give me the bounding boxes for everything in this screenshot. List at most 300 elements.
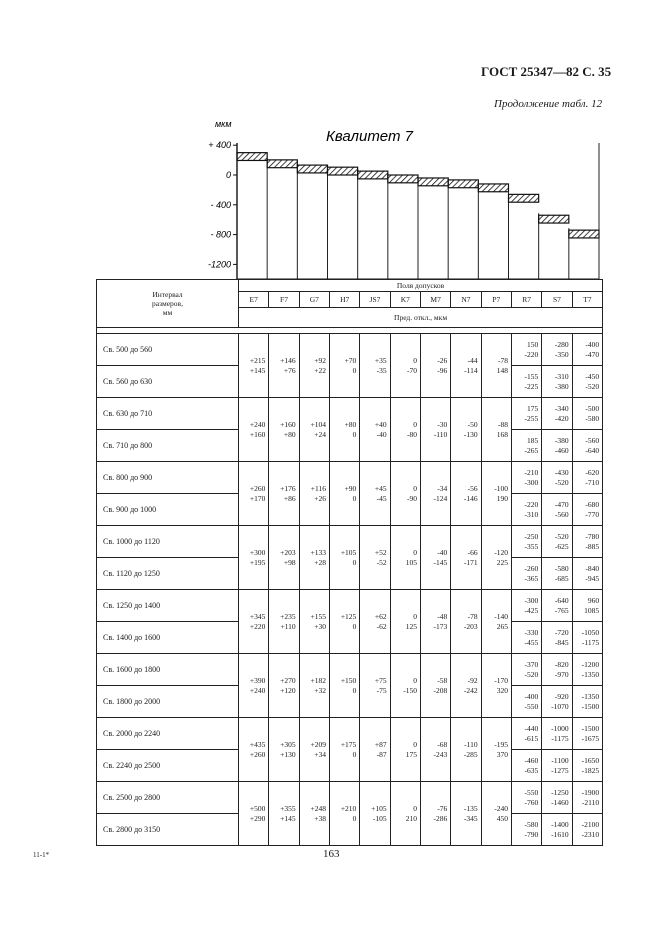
deviation-value: -440 <box>524 724 539 734</box>
deviation-value: -680 <box>585 500 600 510</box>
deviation-value: -1000 <box>551 724 569 734</box>
deviation-value: -35 <box>376 365 387 375</box>
deviation-value: 1085 <box>584 605 600 615</box>
deviation-cell <box>542 526 572 558</box>
common-deviation-cell <box>299 654 329 718</box>
deviation-value: -87 <box>376 749 387 759</box>
deviation-value: -1350 <box>581 669 600 679</box>
common-deviation-cell <box>269 398 299 462</box>
deviation-cell <box>542 590 572 622</box>
deviation-value: -615 <box>524 733 539 743</box>
deviation-value: +155 <box>310 612 326 622</box>
size-interval-label: Св. 900 до 1000 <box>97 494 239 526</box>
common-deviation-cell <box>481 718 511 782</box>
deviation-value: -520 <box>554 477 569 487</box>
deviation-cell <box>542 430 572 462</box>
size-interval-label: Св. 2240 до 2500 <box>97 750 239 782</box>
deviation-cell <box>572 750 603 782</box>
deviation-value: -520 <box>585 381 600 391</box>
deviation-cell <box>511 686 541 718</box>
deviation-value: -1900 <box>581 788 600 798</box>
deviation-value: +209 <box>310 740 326 750</box>
deviation-value: -265 <box>524 445 539 455</box>
deviation-value: +215 <box>249 356 266 366</box>
deviation-value: -2110 <box>581 797 600 807</box>
deviation-value: -640 <box>554 596 569 606</box>
deviation-value: -1050 <box>581 628 600 638</box>
deviation-cell <box>511 590 541 622</box>
deviation-value: -455 <box>524 637 539 647</box>
deviation-value: +220 <box>249 621 266 631</box>
deviation-value: 150 <box>527 340 539 350</box>
common-deviation-cell <box>481 526 511 590</box>
common-deviation-cell <box>360 398 390 462</box>
deviation-value: 450 <box>496 813 508 823</box>
common-deviation-cell <box>481 398 511 462</box>
size-interval-label: Св. 1800 до 2000 <box>97 686 239 718</box>
deviation-value: +116 <box>310 484 326 494</box>
deviation-value: +248 <box>310 804 326 814</box>
deviation-value: -550 <box>524 788 539 798</box>
footer-mark: 11-1* <box>33 851 50 859</box>
deviation-value: +176 <box>280 484 296 494</box>
deviation-value: -171 <box>463 557 478 567</box>
tolerance-bar-g7 <box>297 165 327 173</box>
deviation-value: -70 <box>406 365 417 375</box>
common-deviation-cell <box>329 462 359 526</box>
deviation-value: +160 <box>249 429 266 439</box>
tolerance-bar-t7 <box>569 230 599 238</box>
common-deviation-cell <box>420 590 450 654</box>
common-deviation-cell <box>329 398 359 462</box>
deviation-cell <box>572 398 603 430</box>
deviation-value: -2310 <box>581 829 600 839</box>
deviation-value: -120 <box>494 548 508 558</box>
common-deviation-cell <box>239 718 269 782</box>
size-interval-label: Св. 500 до 560 <box>97 334 239 366</box>
deviation-value: -300 <box>524 596 539 606</box>
deviation-value: -580 <box>524 820 539 830</box>
deviation-value: +120 <box>280 685 296 695</box>
deviation-value: +195 <box>249 557 266 567</box>
common-deviation-cell <box>239 782 269 846</box>
common-deviation-cell <box>269 334 299 398</box>
deviation-value: +105 <box>340 548 357 558</box>
deviation-value: -640 <box>585 445 600 455</box>
common-deviation-cell <box>329 526 359 590</box>
deviation-value: -286 <box>433 813 448 823</box>
deviation-value: -260 <box>524 564 539 574</box>
common-deviation-cell <box>329 590 359 654</box>
deviation-value: -460 <box>524 756 539 766</box>
deviation-value: -580 <box>554 564 569 574</box>
common-deviation-cell <box>390 654 420 718</box>
deviation-cell <box>572 430 603 462</box>
common-deviation-cell <box>269 654 299 718</box>
deviation-value: +104 <box>310 420 326 430</box>
deviation-value: -110 <box>433 429 448 439</box>
common-deviation-cell <box>239 462 269 526</box>
deviation-value: +70 <box>344 356 357 366</box>
common-deviation-cell <box>481 782 511 846</box>
deviation-cell <box>542 494 572 526</box>
field-name-s7: S7 <box>542 292 572 308</box>
deviation-value: -885 <box>585 541 600 551</box>
deviation-value: -52 <box>376 557 387 567</box>
deviation-value: -380 <box>554 381 569 391</box>
deviation-value: -78 <box>467 612 478 622</box>
common-deviation-cell <box>451 654 481 718</box>
deviation-value: +26 <box>314 493 326 503</box>
tolerance-bar-m7 <box>418 178 448 186</box>
tolerance-bar-k7 <box>388 175 418 183</box>
deviation-value: -520 <box>554 532 569 542</box>
deviation-value: -765 <box>554 605 569 615</box>
deviation-value: 0 <box>352 365 357 375</box>
deviation-value: +45 <box>374 484 387 494</box>
deviation-value: +146 <box>280 356 296 366</box>
deviation-value: -68 <box>437 740 448 750</box>
tolerance-bar-s7 <box>539 215 569 223</box>
deviation-cell <box>511 558 541 590</box>
deviation-cell <box>542 622 572 654</box>
common-deviation-cell <box>420 398 450 462</box>
deviation-cell <box>542 398 572 430</box>
deviation-value: 190 <box>496 493 508 503</box>
deviation-value: 960 <box>587 596 600 606</box>
deviation-value: -2100 <box>581 820 600 830</box>
deviation-value: +90 <box>344 484 357 494</box>
tolerance-bar-e7 <box>237 153 267 161</box>
tolerance-table <box>96 279 603 846</box>
size-interval-label: Св. 1400 до 1600 <box>97 622 239 654</box>
field-name-m7: M7 <box>420 292 450 308</box>
deviation-value: -140 <box>494 612 508 622</box>
deviation-value: -48 <box>437 612 448 622</box>
common-deviation-cell <box>451 782 481 846</box>
common-deviation-cell <box>360 526 390 590</box>
deviation-value: -90 <box>406 493 417 503</box>
deviation-value: +125 <box>340 612 357 622</box>
deviation-value: 105 <box>405 557 417 567</box>
common-deviation-cell <box>360 462 390 526</box>
tolerance-bar-n7 <box>448 180 478 188</box>
deviation-cell <box>572 718 603 750</box>
deviation-value: +290 <box>249 813 266 823</box>
common-deviation-cell <box>451 590 481 654</box>
deviation-value: -76 <box>437 804 448 814</box>
common-deviation-cell <box>239 654 269 718</box>
common-deviation-cell <box>269 462 299 526</box>
interval-header-line: размеров, <box>152 299 183 308</box>
deviation-cell <box>542 654 572 686</box>
deviation-value: -520 <box>524 669 539 679</box>
deviation-value: +355 <box>280 804 296 814</box>
size-interval-label: Св. 1000 до 1120 <box>97 526 239 558</box>
deviation-value: -1500 <box>581 724 600 734</box>
interval-header-line: мм <box>162 308 173 317</box>
size-interval-label: Св. 560 до 630 <box>97 366 239 398</box>
deviation-value: -1460 <box>551 797 569 807</box>
deviation-value: +87 <box>374 740 387 750</box>
field-name-e7: E7 <box>239 292 269 308</box>
deviation-cell <box>542 718 572 750</box>
deviation-value: 225 <box>496 557 508 567</box>
deviation-value: +80 <box>283 429 296 439</box>
common-deviation-cell <box>269 718 299 782</box>
common-deviation-cell <box>329 334 359 398</box>
deviation-value: +145 <box>280 813 296 823</box>
deviation-value: 0 <box>413 484 417 494</box>
deviation-value: 210 <box>405 813 417 823</box>
size-interval-label: Св. 2500 до 2800 <box>97 782 239 814</box>
deviation-value: -170 <box>494 676 508 686</box>
deviation-value: -355 <box>524 541 539 551</box>
deviation-value: +500 <box>249 804 266 814</box>
deviation-value: +28 <box>314 557 326 567</box>
common-deviation-cell <box>390 334 420 398</box>
deviation-cell <box>511 814 541 846</box>
deviation-value: -1675 <box>581 733 600 743</box>
tolerance-bar-h7 <box>328 167 358 175</box>
common-deviation-cell <box>420 782 450 846</box>
deviation-value: +260 <box>249 484 266 494</box>
deviation-value: -625 <box>554 541 569 551</box>
deviation-value: -255 <box>524 413 539 423</box>
deviation-value: +130 <box>280 749 296 759</box>
deviation-cell <box>572 462 603 494</box>
deviation-cell <box>542 782 572 814</box>
common-deviation-cell <box>390 782 420 846</box>
deviation-value: -1825 <box>581 765 600 775</box>
common-deviation-cell <box>451 718 481 782</box>
deviation-value: -840 <box>585 564 600 574</box>
deviation-value: -75 <box>376 685 387 695</box>
common-deviation-cell <box>390 526 420 590</box>
deviation-cell <box>511 750 541 782</box>
common-deviation-cell <box>329 782 359 846</box>
deviation-header: Пред. откл., мкм <box>239 308 603 328</box>
y-axis-unit: мкм <box>215 119 232 129</box>
deviation-value: +210 <box>340 804 357 814</box>
deviation-value: -88 <box>497 420 508 430</box>
deviation-value: -425 <box>524 605 539 615</box>
deviation-value: -62 <box>376 621 387 631</box>
deviation-value: +240 <box>249 685 266 695</box>
size-interval-label: Св. 710 до 800 <box>97 430 239 462</box>
deviation-value: 148 <box>496 365 508 375</box>
deviation-value: +435 <box>249 740 266 750</box>
common-deviation-cell <box>299 526 329 590</box>
common-deviation-cell <box>390 398 420 462</box>
y-tick-label: - 800 <box>210 229 231 240</box>
deviation-value: 0 <box>413 740 417 750</box>
deviation-value: -1400 <box>551 820 569 830</box>
deviation-value: +260 <box>249 749 266 759</box>
deviation-value: -350 <box>554 349 569 359</box>
deviation-value: 0 <box>352 557 357 567</box>
deviation-value: -58 <box>437 676 448 686</box>
y-tick-label: - 400 <box>210 199 231 210</box>
y-tick-label: + 400 <box>208 140 231 151</box>
deviation-value: -145 <box>433 557 448 567</box>
table-row <box>97 654 603 686</box>
common-deviation-cell <box>420 654 450 718</box>
interval-header-line: Интервал <box>152 290 183 299</box>
field-name-r7: R7 <box>511 292 541 308</box>
deviation-value: 175 <box>405 749 417 759</box>
field-name-n7: N7 <box>451 292 481 308</box>
deviation-value: -500 <box>585 404 600 414</box>
fields-header: Поля допусков <box>239 280 603 292</box>
deviation-cell <box>511 462 541 494</box>
deviation-value: -1500 <box>581 701 600 711</box>
field-name-k7: K7 <box>390 292 420 308</box>
common-deviation-cell <box>239 590 269 654</box>
deviation-value: -330 <box>524 628 539 638</box>
field-name-p7: P7 <box>481 292 511 308</box>
common-deviation-cell <box>420 462 450 526</box>
deviation-value: -50 <box>467 420 478 430</box>
deviation-value: +24 <box>314 429 326 439</box>
deviation-cell <box>511 718 541 750</box>
deviation-value: -380 <box>554 436 569 446</box>
deviation-value: +80 <box>344 420 357 430</box>
common-deviation-cell <box>239 398 269 462</box>
deviation-value: 0 <box>413 804 417 814</box>
table-row <box>97 718 603 750</box>
deviation-value: -970 <box>554 669 569 679</box>
deviation-value: -310 <box>524 509 539 519</box>
field-name-g7: G7 <box>299 292 329 308</box>
deviation-value: 0 <box>413 420 417 430</box>
deviation-value: 370 <box>496 749 508 759</box>
deviation-value: +38 <box>314 813 326 823</box>
deviation-value: -400 <box>524 692 539 702</box>
common-deviation-cell <box>299 462 329 526</box>
tolerance-bar-js7 <box>358 171 388 179</box>
common-deviation-cell <box>360 718 390 782</box>
deviation-value: -845 <box>554 637 569 647</box>
common-deviation-cell <box>420 526 450 590</box>
common-deviation-cell <box>481 654 511 718</box>
deviation-value: -240 <box>494 804 508 814</box>
deviation-value: 0 <box>352 813 357 823</box>
deviation-value: -285 <box>463 749 478 759</box>
deviation-value: -208 <box>433 685 448 695</box>
deviation-value: 175 <box>527 404 539 414</box>
deviation-value: +270 <box>280 676 296 686</box>
deviation-value: -280 <box>554 340 569 350</box>
deviation-value: +75 <box>374 676 387 686</box>
deviation-value: -720 <box>554 628 569 638</box>
common-deviation-cell <box>451 398 481 462</box>
field-name-h7: H7 <box>329 292 359 308</box>
tolerance-bar-r7 <box>509 194 539 202</box>
deviation-value: +98 <box>283 557 296 567</box>
tolerance-bar-f7 <box>267 160 297 168</box>
deviation-value: 0 <box>413 612 417 622</box>
deviation-value: -1610 <box>551 829 569 839</box>
deviation-cell <box>572 814 603 846</box>
deviation-value: -620 <box>585 468 600 478</box>
deviation-value: -340 <box>554 404 569 414</box>
size-interval-label: Св. 2000 до 2240 <box>97 718 239 750</box>
common-deviation-cell <box>269 782 299 846</box>
page-header: ГОСТ 25347—82 С. 35 <box>481 64 612 79</box>
deviation-value: -470 <box>585 349 600 359</box>
deviation-value: -92 <box>467 676 478 686</box>
size-interval-label: Св. 1120 до 1250 <box>97 558 239 590</box>
deviation-cell <box>511 430 541 462</box>
deviation-value: -1200 <box>581 660 600 670</box>
deviation-value: -560 <box>585 436 600 446</box>
common-deviation-cell <box>329 718 359 782</box>
deviation-cell <box>511 334 541 366</box>
deviation-value: -300 <box>524 477 539 487</box>
deviation-cell <box>511 398 541 430</box>
deviation-value: +170 <box>249 493 266 503</box>
deviation-value: +203 <box>280 548 296 558</box>
deviation-value: 0 <box>413 676 417 686</box>
deviation-value: -105 <box>372 813 387 823</box>
deviation-cell <box>542 462 572 494</box>
deviation-value: -130 <box>463 429 478 439</box>
table-row <box>97 334 603 366</box>
deviation-cell <box>572 366 603 398</box>
deviation-value: -560 <box>554 509 569 519</box>
deviation-value: -760 <box>524 797 539 807</box>
y-tick-label: -1200 <box>207 259 231 270</box>
deviation-value: -310 <box>554 372 569 382</box>
deviation-cell <box>572 558 603 590</box>
deviation-value: -45 <box>376 493 387 503</box>
deviation-value: 0 <box>352 493 357 503</box>
deviation-value: -400 <box>585 340 600 350</box>
deviation-value: +305 <box>280 740 296 750</box>
deviation-cell <box>572 590 603 622</box>
common-deviation-cell <box>451 334 481 398</box>
deviation-cell <box>542 814 572 846</box>
deviation-value: -220 <box>524 500 539 510</box>
deviation-value: -780 <box>585 532 600 542</box>
deviation-value: 185 <box>527 436 539 446</box>
common-deviation-cell <box>360 590 390 654</box>
deviation-value: -420 <box>554 413 569 423</box>
deviation-cell <box>542 558 572 590</box>
deviation-value: +92 <box>314 356 326 366</box>
deviation-value: -80 <box>406 429 417 439</box>
deviation-value: 265 <box>496 621 508 631</box>
table-row <box>97 526 603 558</box>
deviation-value: -150 <box>403 685 417 695</box>
deviation-value: +86 <box>283 493 296 503</box>
deviation-cell <box>572 622 603 654</box>
deviation-value: -26 <box>437 356 448 366</box>
deviation-value: -225 <box>524 381 539 391</box>
table-row <box>97 782 603 814</box>
deviation-value: -110 <box>464 740 478 750</box>
deviation-value: -100 <box>494 484 508 494</box>
tolerance-bar-p7 <box>478 184 508 192</box>
deviation-value: -124 <box>433 493 448 503</box>
deviation-value: -1650 <box>581 756 600 766</box>
deviation-value: -1250 <box>551 788 569 798</box>
deviation-cell <box>511 494 541 526</box>
deviation-value: -96 <box>437 365 448 375</box>
deviation-value: -790 <box>524 829 539 839</box>
deviation-value: +133 <box>310 548 326 558</box>
